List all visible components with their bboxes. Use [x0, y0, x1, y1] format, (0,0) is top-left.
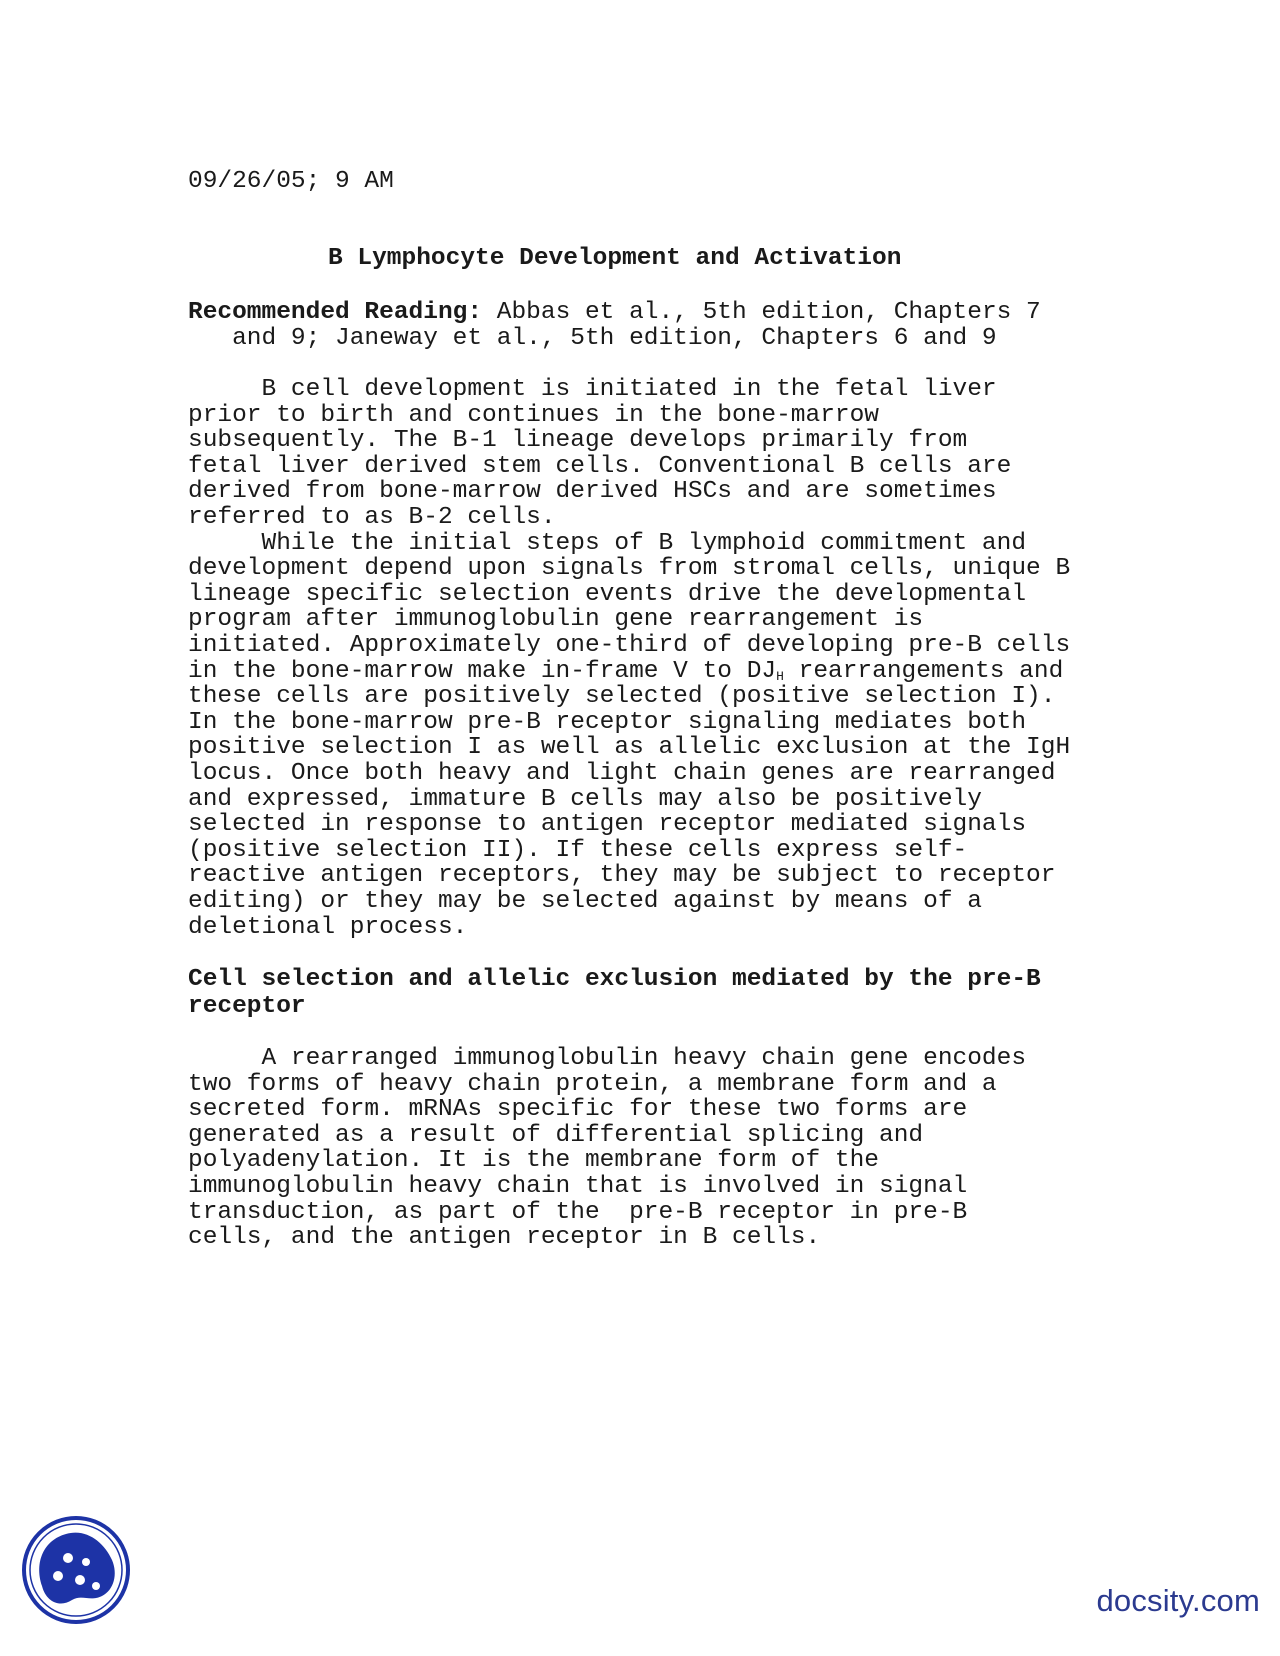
paragraph-line: positive selection I as well as allelic exclusion at the IgH [188, 734, 1071, 762]
paragraph-line: polyadenylation. It is the membrane form of the [188, 1147, 880, 1175]
paragraph-line: derived from bone-marrow derived HSCs and are sometimes [188, 478, 997, 506]
paragraph-line: fetal liver derived stem cells. Conventional B cells are [188, 452, 1012, 480]
paragraph-line: B cell development is initiated in the fetal liver [188, 376, 997, 403]
paragraph-line: selected in response to antigen receptor mediated signals [188, 811, 1027, 839]
paragraph-line: subsequently. The B-1 lineage develops primarily from [188, 427, 968, 455]
paragraph-line: prior to birth and continues in the bone-marrow [188, 401, 880, 429]
line-text: in the bone-marrow make in-frame V to DJ [188, 657, 777, 685]
paragraph-line: reactive antigen receptors, they may be subject to receptor [188, 862, 1056, 890]
paragraph-line: development depend upon signals from stromal cells, unique B [188, 555, 1071, 583]
paragraph-line: (positive selection II). If these cells express self- [188, 836, 968, 864]
paragraph-line: A rearranged immunoglobulin heavy chain gene encodes [188, 1045, 1027, 1072]
paragraph-line: While the initial steps of B lymphoid commitment and [188, 529, 1027, 557]
paragraph-line: deletional process. [188, 913, 468, 941]
paragraph-line: transduction, as part of the pre-B receptor in pre-B [188, 1198, 968, 1226]
section-heading: receptor [188, 993, 306, 1020]
paragraph-line: In the bone-marrow pre-B receptor signaling mediates both [188, 708, 1027, 736]
recommended-reading-line-2: and 9; Janeway et al., 5th edition, Chapters 6 and 9 [188, 325, 997, 352]
document-title: B Lymphocyte Development and Activation [328, 245, 902, 272]
subscript-h: H [776, 668, 784, 684]
paragraph-line: editing) or they may be selected against by means of a [188, 888, 982, 915]
recommended-reading-text: Abbas et al., 5th edition, Chapters 7 [482, 299, 1041, 326]
paragraph-line: lineage specific selection events drive the developmental [188, 580, 1027, 608]
docsity-brand-link[interactable]: docsity.com [1096, 1583, 1260, 1618]
paragraph-line: these cells are positively selected (positive selection I). [188, 683, 1056, 711]
paragraph-line: generated as a result of differential splicing and [188, 1121, 924, 1149]
paragraph-line: cells, and the antigen receptor in B cells. [188, 1224, 821, 1252]
section-heading: Cell selection and allelic exclusion mediated by the pre-B [188, 966, 1041, 993]
paragraph-line: immunoglobulin heavy chain that is involved in signal [188, 1173, 968, 1200]
recommended-reading-line-1 [188, 301, 1041, 326]
paragraph-line: two forms of heavy chain protein, a membrane form and a [188, 1070, 997, 1098]
paragraph-line: referred to as B-2 cells. [188, 504, 556, 531]
paragraph-line-dj-subscript [188, 657, 1064, 685]
paragraph-line: locus. Once both heavy and light chain genes are rearranged [188, 760, 1056, 787]
docsity-logo-icon[interactable] [20, 1514, 132, 1626]
paragraph-line: secreted form. mRNAs specific for these two forms are [188, 1096, 968, 1124]
recommended-reading-label: Recommended Reading: [188, 299, 483, 326]
timestamp: 09/26/05; 9 AM [188, 168, 394, 195]
paragraph-line: and expressed, immature B cells may also be positively [188, 785, 982, 813]
line-text: rearrangements and [783, 657, 1064, 685]
paragraph-line: program after immunoglobulin gene rearrangement is [188, 606, 924, 634]
paragraph-line: initiated. Approximately one-third of developing pre-B cells [188, 632, 1071, 659]
